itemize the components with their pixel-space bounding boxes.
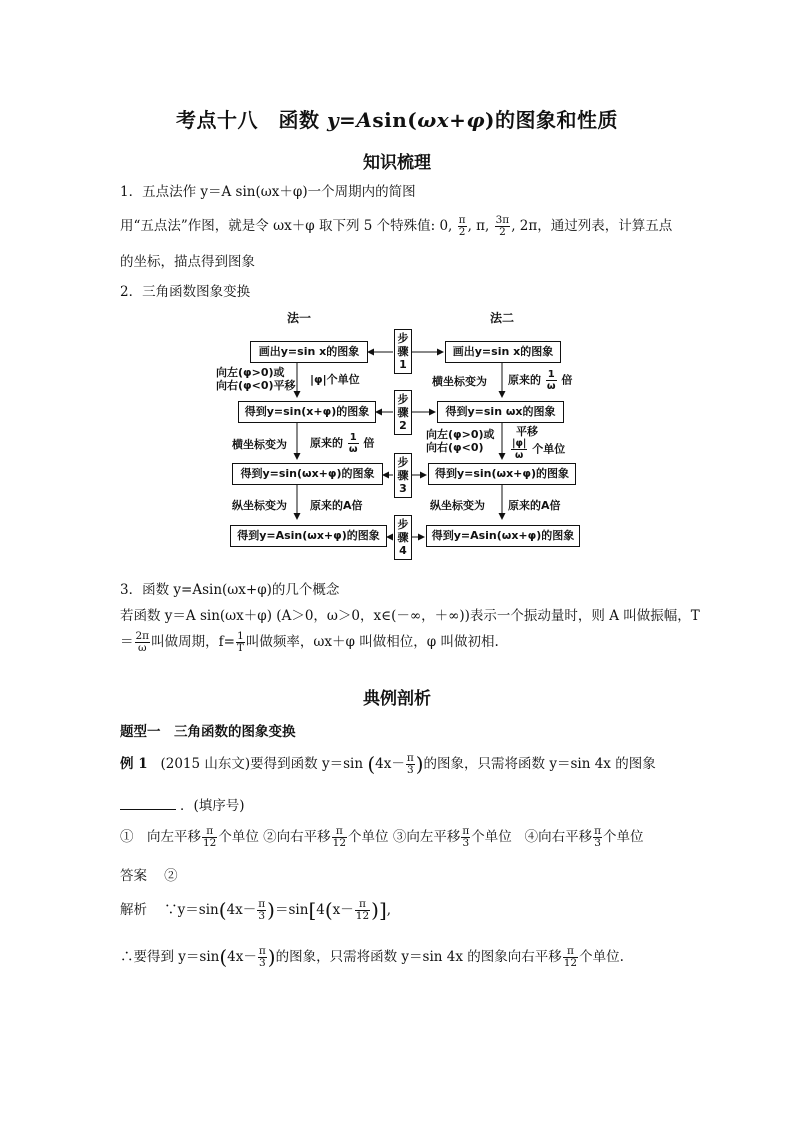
p1-body-a: 用“五点法”作图，就是令 ωx＋φ 取下列 5 个特殊值: 0, — [120, 218, 453, 234]
bracket-right: ] — [378, 898, 387, 922]
frac-den: ω — [515, 450, 524, 461]
frac-den: 3 — [594, 837, 601, 849]
frac-den: 3 — [406, 764, 414, 776]
step-2 — [394, 390, 412, 435]
frac-num: 3π — [495, 214, 510, 226]
frac — [332, 826, 347, 849]
frac-num: π — [332, 826, 347, 838]
right-scale-y: 纵坐标变为 — [430, 499, 485, 512]
left-box-2: 得到y=sin(x+φ)的图象 — [238, 401, 376, 423]
frac-den: 12 — [332, 837, 347, 849]
left-scale-y: 纵坐标变为 — [232, 499, 287, 512]
example-text: ．(填序号) — [180, 798, 245, 814]
answer-line — [120, 864, 178, 884]
frac-num: π — [355, 899, 370, 911]
label-text: 平移 — [516, 425, 538, 438]
frac-num: π — [406, 752, 414, 764]
answer-label: 答案 — [120, 868, 147, 884]
frac-1-omega — [546, 369, 557, 392]
frac-num: π — [462, 825, 470, 837]
analysis-text: x－ — [332, 902, 354, 918]
right-scale-y2: 原来的A倍 — [508, 499, 561, 512]
method2-heading: 法二 — [490, 311, 515, 325]
title-formula-d: ) — [485, 108, 496, 132]
analysis-text: 个单位. — [579, 949, 624, 965]
label-text: 个单位 — [532, 442, 566, 456]
analysis-text: 的图象，只需将函数 y＝sin 4x 的图象向右平移 — [275, 949, 562, 965]
option-text: ③向左平移 — [392, 829, 461, 845]
left-scale-x: 横坐标变为 — [232, 438, 287, 451]
example1-line1 — [120, 752, 656, 776]
p1-body-b: , 2π，通过列表，计算五点 — [511, 218, 673, 234]
analysis-text: 4 — [316, 902, 325, 918]
label-text: 倍 — [363, 436, 375, 450]
p1-heading: 1．五点法作 y＝A sin(ωx＋φ)一个周期内的简图 — [120, 184, 416, 200]
frac-den: 12 — [203, 837, 217, 849]
analysis-line1 — [120, 898, 391, 922]
right-box-4: 得到y=Asin(ωx+φ)的图象 — [426, 525, 580, 547]
frac-phi-omega — [511, 438, 527, 461]
example-label: 例 1 — [120, 756, 148, 772]
right-box-3: 得到y=sin(ωx+φ)的图象 — [428, 463, 576, 485]
paren-left: ( — [218, 898, 227, 922]
left-shift-units: |φ|个单位 — [310, 373, 360, 386]
label-text: 向右(φ<0)平移 — [216, 379, 296, 392]
step-1 — [394, 329, 412, 374]
option-2[interactable] — [263, 825, 389, 849]
frac-num: 1 — [349, 432, 357, 443]
frac-den: ω — [348, 444, 358, 455]
frac-den: ω — [138, 642, 147, 654]
left-scale-x2 — [310, 432, 374, 455]
example-text: (2015 山东文)要得到函数 y＝sin — [160, 756, 364, 772]
analysis-text: 4x－ — [226, 902, 257, 918]
eq-sign: ＝ — [120, 634, 134, 650]
paren-right: ) — [371, 898, 379, 922]
analysis-text: 4x－ — [227, 949, 257, 965]
frac — [593, 826, 602, 849]
option-text: ④向右平移 — [524, 829, 593, 845]
frac-num: π — [594, 825, 602, 837]
right-scale-x2 — [508, 369, 572, 392]
left-box-1: 画出y=sin x的图象 — [250, 341, 368, 363]
analysis-text: , — [386, 902, 392, 918]
analysis-text: ∵y＝sin — [164, 902, 219, 918]
analysis-label: 解析 — [120, 902, 147, 918]
paren-left: ( — [219, 945, 228, 969]
frac-2pi-omega — [135, 631, 151, 654]
section-examples: 典例剖析 — [363, 689, 431, 709]
title-prefix: 考点十八 函数 — [175, 108, 327, 132]
paren-right: ) — [267, 898, 275, 922]
paren-right: ) — [267, 945, 276, 969]
example1-options — [120, 825, 644, 849]
frac — [202, 826, 217, 849]
frac-num: π — [258, 898, 266, 910]
left-scale-y2: 原来的A倍 — [310, 499, 363, 512]
page-title — [0, 104, 794, 133]
frac-den: ω — [546, 381, 556, 392]
p3-heading: 3．函数 y=Asin(ωx+φ)的几个概念 — [120, 582, 340, 598]
frac-den: 3 — [258, 910, 266, 922]
frac-num: π — [563, 946, 578, 958]
frac-den: 3 — [462, 837, 470, 849]
analysis-line2 — [120, 945, 624, 969]
p3-text: 叫做周期，f= — [151, 634, 235, 650]
paren-right: ) — [415, 752, 424, 776]
right-shift-units — [510, 425, 565, 461]
answer-blank[interactable] — [120, 809, 176, 810]
p1-pi: , π, — [467, 218, 490, 234]
frac-den: T — [236, 642, 244, 654]
frac-num: π — [202, 826, 217, 838]
step-label: 步骤2 — [397, 393, 409, 432]
label-text: 倍 — [561, 373, 573, 387]
frac-den: 2 — [499, 226, 506, 238]
paren-left: ( — [367, 752, 376, 776]
frac-3pi-2 — [495, 215, 511, 238]
step-3 — [394, 453, 412, 498]
right-scale-x: 横坐标变为 — [432, 375, 487, 388]
transform-diagram — [210, 305, 590, 570]
option-text: ②向右平移 — [263, 829, 331, 845]
p1-body — [120, 214, 672, 238]
option-text: 个单位 — [218, 829, 259, 845]
label-text: 向左(φ>0)或 — [216, 366, 285, 379]
step-label: 步骤4 — [397, 518, 409, 557]
frac-pi-2 — [458, 215, 467, 238]
example1-blank — [120, 794, 245, 814]
label-text: 原来的 — [508, 373, 541, 387]
frac-num: 2π — [135, 630, 150, 642]
analysis-text: ＝sin — [274, 902, 309, 918]
analysis-text: ∴要得到 y＝sin — [120, 949, 220, 965]
example-text: 4x－ — [375, 756, 405, 772]
step-label: 步骤3 — [397, 456, 409, 495]
option-text: 个单位 — [603, 829, 644, 845]
frac-num: 1 — [547, 369, 555, 380]
step-4 — [394, 515, 412, 560]
frac-num: |φ| — [512, 438, 527, 449]
label-text: 原来的 — [310, 436, 343, 450]
frac — [257, 899, 266, 922]
title-suffix: 的图象和性质 — [495, 108, 619, 132]
frac-den: 3 — [258, 957, 266, 969]
frac — [258, 946, 267, 969]
option-text: 个单位 — [471, 829, 512, 845]
left-box-4: 得到y=Asin(ωx+φ)的图象 — [230, 525, 387, 547]
option-1[interactable] — [120, 825, 259, 849]
label-text: 向右(φ<0) — [426, 441, 484, 454]
option-text: 个单位 — [348, 829, 389, 845]
right-box-1: 画出y=sin x的图象 — [445, 341, 561, 363]
left-shift-label — [216, 366, 296, 392]
method1-heading: 法一 — [287, 311, 312, 325]
p2-heading: 2．三角函数图象变换 — [120, 284, 251, 300]
frac-num: 1 — [237, 630, 244, 642]
p1-body-c: 的坐标，描点得到图象 — [120, 254, 255, 270]
option-3[interactable] — [392, 825, 512, 849]
frac — [461, 826, 470, 849]
frac-den: 2 — [458, 226, 466, 238]
right-box-2: 得到y=sin ωx的图象 — [437, 401, 564, 423]
title-formula-c: ωx+φ — [417, 108, 486, 132]
label-text: 向左(φ>0)或 — [426, 428, 495, 441]
right-shift-label — [426, 428, 495, 454]
option-4[interactable] — [524, 825, 644, 849]
answer-value: ② — [164, 868, 178, 884]
bracket-left: [ — [308, 898, 317, 922]
example-text: 的图象，只需将函数 y＝sin 4x 的图象 — [423, 756, 656, 772]
p3-body-a: 若函数 y＝A sin(ωx＋φ) (A＞0，ω＞0，x∈(－∞，＋∞))表示一个振动量时，则 A 叫做振幅，T — [120, 608, 700, 624]
frac-den: 12 — [355, 910, 370, 922]
frac-den: 12 — [563, 957, 578, 969]
frac — [563, 946, 578, 969]
frac — [355, 899, 370, 922]
frac-1-omega — [348, 432, 359, 455]
frac-num: π — [258, 945, 266, 957]
option-text: ① 向左平移 — [120, 829, 201, 845]
frac-1-t — [236, 631, 245, 654]
left-box-3: 得到y=sin(ωx+φ)的图象 — [232, 463, 383, 485]
paren-left: ( — [324, 898, 333, 922]
frac-pi-3 — [406, 753, 415, 776]
frac-num: π — [458, 214, 466, 226]
p3-body-b — [120, 630, 499, 654]
step-label: 步骤1 — [397, 332, 409, 371]
title-formula-b: sin( — [372, 108, 418, 132]
p3-text: 叫做频率，ωx＋φ 叫做相位，φ 叫做初相. — [245, 634, 499, 650]
type1-heading: 题型一 三角函数的图象变换 — [120, 724, 296, 740]
title-formula-a: y=A — [326, 108, 373, 132]
section-knowledge: 知识梳理 — [363, 153, 431, 173]
